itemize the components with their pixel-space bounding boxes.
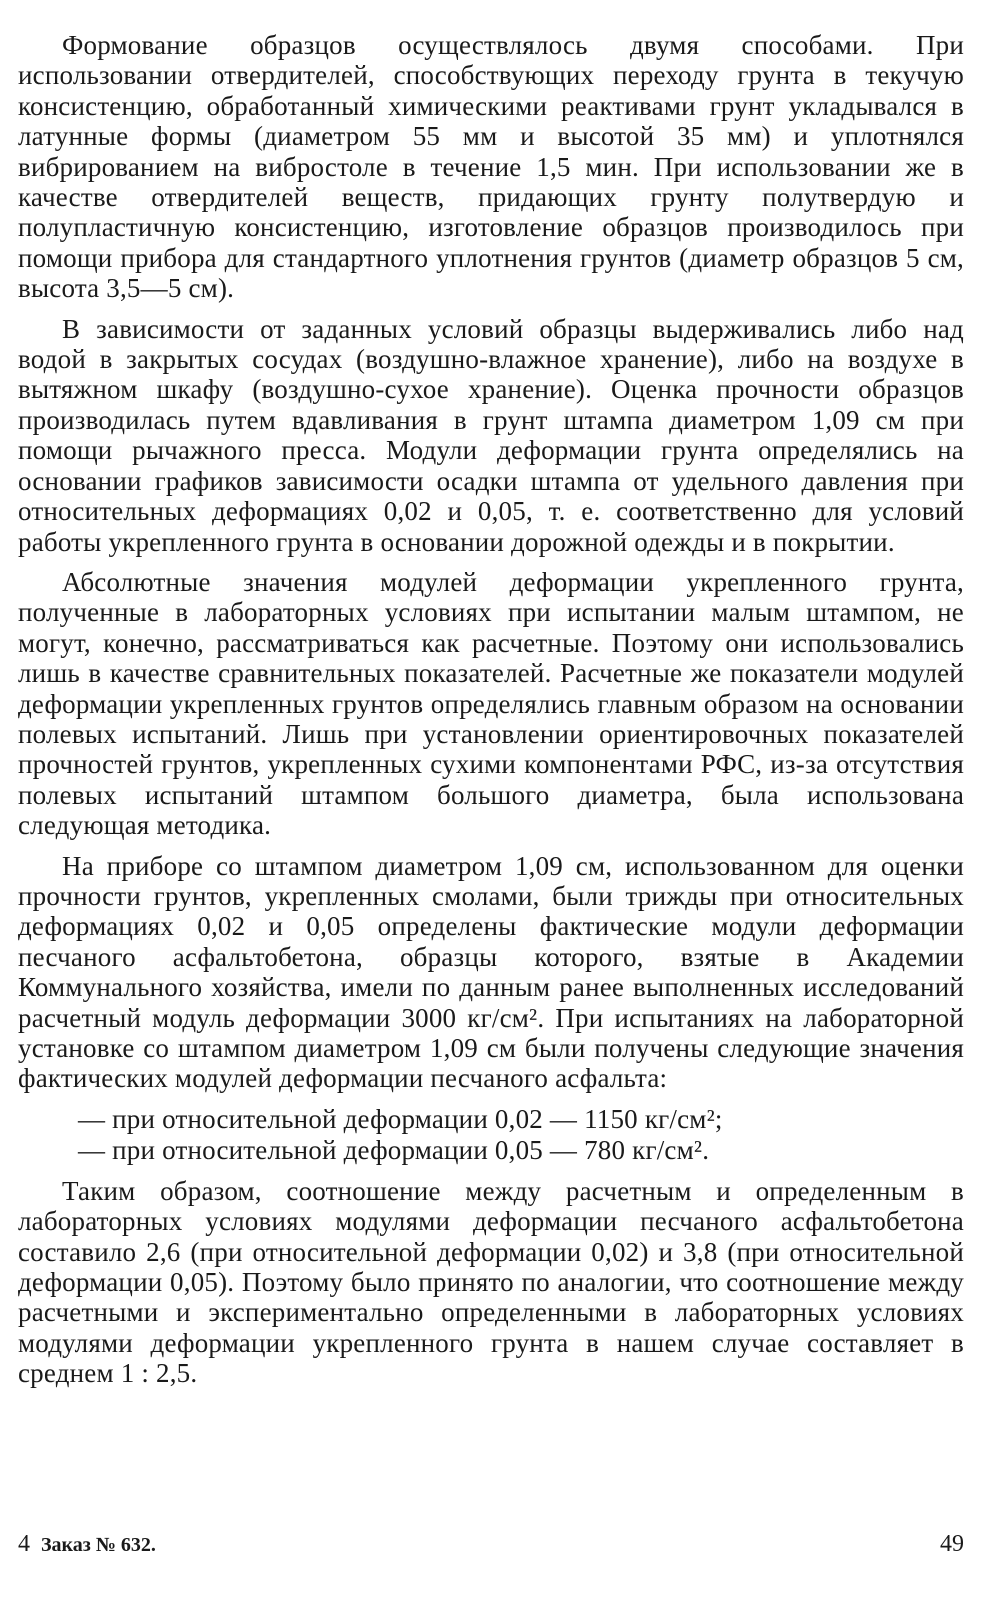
paragraph-absolute-values: Абсолютные значения модулей деформации укрепленного грунта, полученные в лабораторных условиях при испытании малым штампом, не могут, конечно, рассматриваться как расчетные. Поэтому они использовались лишь в качестве сравнительных показателей. Расчетные же показатели модулей деформации укрепленных грунтов определялись главным образом на основании полевых испытаний. Лишь при установлении ориентировочных показателей прочностей грунтов, укрепленных сухими компонентами РФС, из-за отсутствия полевых испытаний штампом большого диаметра, была использована следующая методика. [18, 566, 964, 841]
order-number: Заказ № 632. [41, 1534, 156, 1556]
page-footer [18, 1531, 964, 1571]
list-item: — при относительной деформации 0,02 — 1150 кг/см²; [78, 1103, 723, 1134]
page-number: 49 [940, 1531, 964, 1557]
signature-number: 4 [18, 1531, 30, 1557]
printer-signature [18, 1531, 156, 1558]
page-body [18, 30, 964, 1399]
paragraph-test-method: На приборе со штампом диаметром 1,09 см, использованном для оценки прочности грунтов, укрепленных смолами, были трижды при относительных деформациях 0,02 и 0,05 определены фактические модули деформации песчаного асфальтобетона, образцы которого, взятые в Академии Коммунального хозяйства, имели по данным ранее выполненных исследований расчетный модуль деформации 3000 кг/см². При испытаниях на лабораторной установке со штампом диаметром 1,09 см были получены следующие значения фактических модулей деформации песчаного асфальта: [18, 850, 964, 1094]
list-item: — при относительной деформации 0,05 — 780 кг/см². [78, 1134, 710, 1165]
paragraph-storage-conditions: В зависимости от заданных условий образцы выдерживались либо над водой в закрытых сосудах (воздушно-влажное хранение), либо на воздухе в вытяжном шкафу (воздушно-сухое хранение). Оценка прочности образцов производилась путем вдавливания в грунт штампа диаметром 1,09 см при помощи рычажного пресса. Модули деформации грунта определялись на основании графиков зависимости осадки штампа от удельного давления при относительных деформациях 0,02 и 0,05, т. е. соответственно для условий работы укрепленного грунта в основании дорожной одежды и в покрытии. [18, 313, 964, 557]
paragraph-conclusion: Таким образом, соотношение между расчетным и определенным в лабораторных условиях модулями деформации песчаного асфальтобетона составило 2,6 (при относительной деформации 0,02) и 3,8 (при относительной деформации 0,05). Поэтому было принято по аналогии, что соотношение между расчетными и экспериментально определенными в лабораторных условиях модулями деформации укрепленного грунта в нашем случае составляет в среднем 1 : 2,5. [18, 1175, 964, 1389]
paragraph-sample-forming: Формование образцов осуществлялось двумя способами. При использовании отвердителей, способствующих переходу грунта в текучую консистенцию, обработанный химическими реактивами грунт укладывался в латунные формы (диаметром 55 мм и высотой 35 мм) и уплотнялся вибрированием на вибростоле в течение 1,5 мин. При использовании же в качестве отвердителей веществ, придающих грунту полутвердую и полупластичную консистенцию, изготовление образцов производилось при помощи прибора для стандартного уплотнения грунтов (диаметр образцов 5 см, высота 3,5—5 см). [18, 30, 964, 304]
